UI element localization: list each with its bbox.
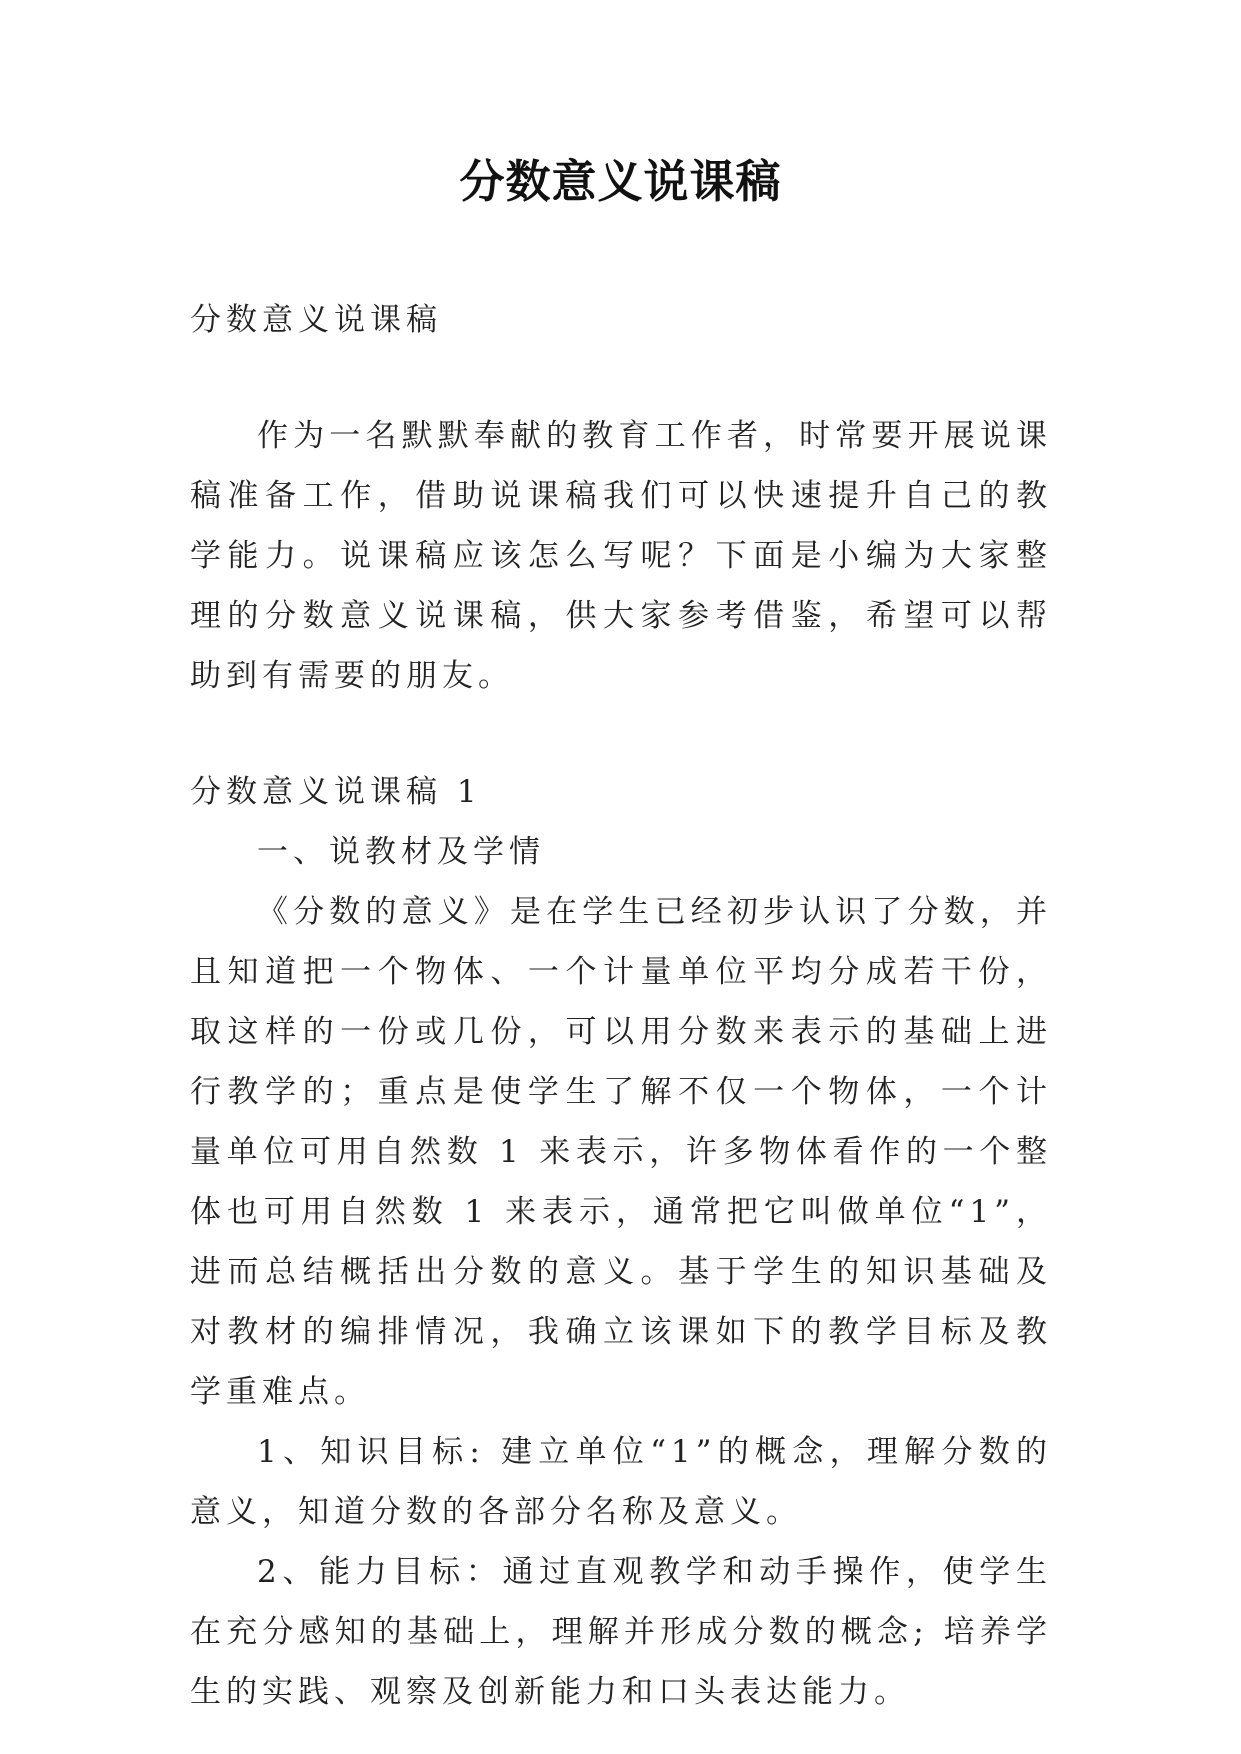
ability-goal-paragraph: 2、能力目标：通过直观教学和动手操作，使学生在充分感知的基础上，理解并形成分数的概念; 培养学生的实践、观察及创新能力和口头表达能力。 bbox=[190, 1554, 1052, 1710]
knowledge-goal-paragraph: 1、知识目标: 建立单位“1”的概念，理解分数的意义，知道分数的各部分名称及意义。 bbox=[190, 1434, 1052, 1530]
part-heading: 一、说教材及学情 bbox=[257, 834, 545, 870]
document-subtitle: 分数意义说课稿 bbox=[190, 302, 442, 338]
document-body bbox=[190, 290, 1052, 1722]
section-heading: 分数意义说课稿 1 bbox=[190, 774, 482, 810]
intro-paragraph: 作为一名默默奉献的教育工作者，时常要开展说课稿准备工作，借助说课稿我们可以快速提升自己的教学能力。说课稿应该怎么写呢？下面是小编为大家整理的分数意义说课稿，供大家参考借鉴，希望可以帮助到有需要的朋友。 bbox=[190, 418, 1052, 694]
document-title: 分数意义说课稿 bbox=[459, 155, 782, 208]
body-paragraph: 《分数的意义》是在学生已经初步认识了分数，并且知道把一个物体、一个计量单位平均分成若干份，取这样的一份或几份，可以用分数来表示的基础上进行教学的；重点是使学生了解不仅一个物体，一个计量单位可用自然数 1 来表示，许多物体看作的一个整体也可用自然数 1 来表示，通常把它叫做单位“1”，进而总结概括出分数的意义。基于学生的知识基础及对教材的编排情况，我确立该课如下的教学目标及教学重难点。 bbox=[190, 894, 1052, 1410]
